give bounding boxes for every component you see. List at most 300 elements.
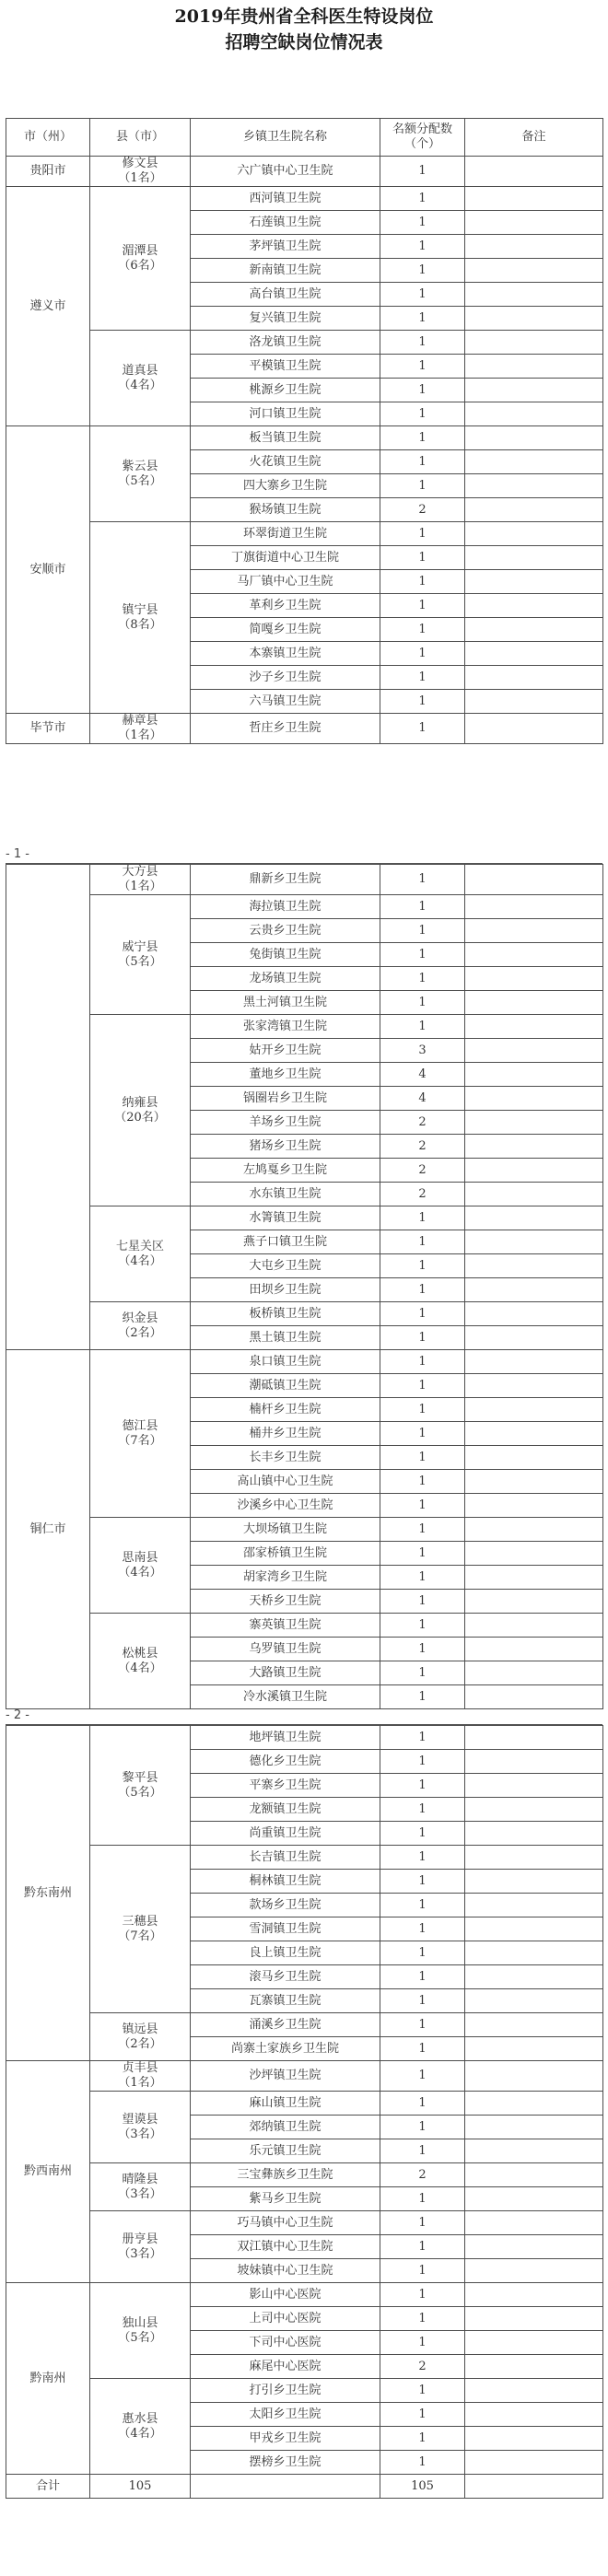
quota-value: 1 <box>380 307 465 331</box>
hospital-name: 平模镇卫生院 <box>191 355 380 379</box>
hospital-name: 郊纳镇卫生院 <box>191 2116 380 2139</box>
quota-value: 1 <box>380 642 465 666</box>
note-cell <box>465 1894 603 1917</box>
note-cell <box>465 2061 603 2092</box>
hospital-name: 黑土河镇卫生院 <box>191 991 380 1015</box>
note-cell <box>465 714 603 744</box>
quota-value: 1 <box>380 2403 465 2427</box>
hospital-name: 地坪镇卫生院 <box>191 1726 380 1750</box>
total-county: 105 <box>90 2475 191 2499</box>
quota-value: 1 <box>380 1566 465 1590</box>
note-cell <box>465 1111 603 1135</box>
note-cell <box>465 283 603 307</box>
hospital-name: 左鸠戛乡卫生院 <box>191 1159 380 1183</box>
county-name: 威宁县 <box>122 939 158 954</box>
quota-value: 3 <box>380 1039 465 1063</box>
quota-value: 1 <box>380 1206 465 1230</box>
table-row <box>6 2379 603 2403</box>
county-name: 七星关区 <box>115 1239 164 1253</box>
table-row <box>6 714 603 744</box>
hospital-name: 丁旗街道中心卫生院 <box>191 546 380 570</box>
note-cell <box>465 187 603 211</box>
quota-value: 1 <box>380 1750 465 1774</box>
county-cell <box>90 331 191 426</box>
quota-value: 1 <box>380 1941 465 1965</box>
header-city: 市（州） <box>6 119 90 157</box>
quota-value: 1 <box>380 1661 465 1685</box>
county-name: 三穗县 <box>122 1914 158 1929</box>
vacancy-table-page-1 <box>6 118 603 744</box>
county-name: 紫云县 <box>122 459 158 473</box>
note-cell <box>465 1206 603 1230</box>
county-cell <box>90 2163 191 2211</box>
county-cell <box>90 2092 191 2163</box>
hospital-name: 董地乡卫生院 <box>191 1063 380 1087</box>
quota-value: 1 <box>380 594 465 618</box>
note-cell <box>465 1470 603 1494</box>
hospital-name: 涌溪乡卫生院 <box>191 2013 380 2037</box>
hospital-name: 乌罗镇卫生院 <box>191 1638 380 1661</box>
hospital-name: 鼎新乡卫生院 <box>191 865 380 895</box>
hospital-name: 西河镇卫生院 <box>191 187 380 211</box>
hospital-name: 天桥乡卫生院 <box>191 1590 380 1614</box>
note-cell <box>465 967 603 991</box>
document-title-line-2: 招聘空缺岗位情况表 <box>225 32 383 52</box>
note-cell <box>465 594 603 618</box>
table-row <box>6 1614 603 1638</box>
hospital-name: 沙溪乡中心卫生院 <box>191 1494 380 1518</box>
note-cell <box>465 426 603 450</box>
county-name: 惠水县 <box>122 2411 158 2426</box>
county-cell <box>90 895 191 1015</box>
hospital-name: 复兴镇卫生院 <box>191 307 380 331</box>
hospital-name: 洛龙镇卫生院 <box>191 331 380 355</box>
note-cell <box>465 1254 603 1278</box>
table-row <box>6 1015 603 1039</box>
note-cell <box>465 690 603 714</box>
hospital-name: 胡家湾乡卫生院 <box>191 1566 380 1590</box>
quota-value: 1 <box>380 690 465 714</box>
hospital-name: 楠杆乡卫生院 <box>191 1398 380 1422</box>
quota-value: 1 <box>380 1894 465 1917</box>
header-county: 县（市） <box>90 119 191 157</box>
county-name: 册亨县 <box>122 2232 158 2246</box>
hospital-name: 桃源乡卫生院 <box>191 379 380 402</box>
hospital-name: 茅坪镇卫生院 <box>191 235 380 259</box>
quota-value: 1 <box>380 1350 465 1374</box>
hospital-name: 长丰乡卫生院 <box>191 1446 380 1470</box>
note-cell <box>465 2037 603 2061</box>
note-cell <box>465 1063 603 1087</box>
quota-value: 1 <box>380 1542 465 1566</box>
hospital-name: 长吉镇卫生院 <box>191 1846 380 1870</box>
hospital-name: 沙坪镇卫生院 <box>191 2061 380 2092</box>
note-cell <box>465 1374 603 1398</box>
note-cell <box>465 2307 603 2331</box>
note-cell <box>465 1326 603 1350</box>
note-cell <box>465 2427 603 2451</box>
hospital-name: 火花镇卫生院 <box>191 450 380 474</box>
hospital-name: 良上镇卫生院 <box>191 1941 380 1965</box>
note-cell <box>465 402 603 426</box>
quota-value: 2 <box>380 498 465 522</box>
hospital-name: 高台镇卫生院 <box>191 283 380 307</box>
county-name: 修文县 <box>122 157 158 170</box>
hospital-name: 巧马镇中心卫生院 <box>191 2211 380 2235</box>
quota-value: 1 <box>380 618 465 642</box>
county-count: （5名） <box>118 954 162 969</box>
county-name: 松桃县 <box>122 1646 158 1661</box>
quota-value: 1 <box>380 187 465 211</box>
note-cell <box>465 1159 603 1183</box>
quota-value: 1 <box>380 1470 465 1494</box>
quota-value: 1 <box>380 1989 465 2013</box>
vacancy-table-page-2 <box>6 864 603 1709</box>
hospital-name: 桐林镇卫生院 <box>191 1870 380 1894</box>
quota-value: 1 <box>380 1254 465 1278</box>
note-cell <box>465 2013 603 2037</box>
note-cell <box>465 1590 603 1614</box>
quota-value: 1 <box>380 666 465 690</box>
quota-value: 1 <box>380 546 465 570</box>
total-row <box>6 2475 603 2499</box>
hospital-name: 三宝彝族乡卫生院 <box>191 2163 380 2187</box>
hospital-name: 猴场镇卫生院 <box>191 498 380 522</box>
quota-value: 1 <box>380 1518 465 1542</box>
hospital-name: 简嘎乡卫生院 <box>191 618 380 642</box>
county-cell <box>90 1350 191 1518</box>
hospital-name: 款场乡卫生院 <box>191 1894 380 1917</box>
quota-value: 1 <box>380 2427 465 2451</box>
hospital-name: 六马镇卫生院 <box>191 690 380 714</box>
note-cell <box>465 2451 603 2475</box>
page-number: - 1 - <box>6 847 29 861</box>
quota-value: 1 <box>380 2037 465 2061</box>
county-count: （1名） <box>118 880 162 893</box>
county-count: （20名） <box>114 1110 166 1125</box>
note-cell <box>465 1542 603 1566</box>
quota-value: 1 <box>380 259 465 283</box>
county-name: 湄潭县 <box>122 243 158 258</box>
note-cell <box>465 1989 603 2013</box>
quota-value: 1 <box>380 943 465 967</box>
quota-value: 1 <box>380 1774 465 1798</box>
quota-value: 4 <box>380 1063 465 1087</box>
note-cell <box>465 546 603 570</box>
note-cell <box>465 474 603 498</box>
county-cell <box>90 1614 191 1709</box>
county-count: （4名） <box>118 1661 162 1675</box>
table-row <box>6 2092 603 2116</box>
hospital-name: 大路镇卫生院 <box>191 1661 380 1685</box>
county-count: （4名） <box>118 378 162 392</box>
quota-value: 1 <box>380 379 465 402</box>
hospital-name: 桶井乡卫生院 <box>191 1422 380 1446</box>
quota-value: 1 <box>380 2139 465 2163</box>
note-cell <box>465 1941 603 1965</box>
hospital-name: 石莲镇卫生院 <box>191 211 380 235</box>
city-cell: 铜仁市 <box>6 1350 90 1709</box>
quota-value: 1 <box>380 1965 465 1989</box>
hospital-name: 张家湾镇卫生院 <box>191 1015 380 1039</box>
county-count: （5名） <box>118 2330 162 2345</box>
county-cell <box>90 187 191 331</box>
note-cell <box>465 1135 603 1159</box>
hospital-name: 新南镇卫生院 <box>191 259 380 283</box>
note-cell <box>465 2331 603 2355</box>
quota-value: 2 <box>380 1183 465 1206</box>
hospital-name: 革利乡卫生院 <box>191 594 380 618</box>
quota-value: 1 <box>380 283 465 307</box>
hospital-name: 雪洞镇卫生院 <box>191 1917 380 1941</box>
hospital-name: 尚重镇卫生院 <box>191 1822 380 1846</box>
quota-value: 1 <box>380 1798 465 1822</box>
note-cell <box>465 1750 603 1774</box>
quota-value: 1 <box>380 1590 465 1614</box>
note-cell <box>465 1087 603 1111</box>
table-row <box>6 1206 603 1230</box>
note-cell <box>465 2379 603 2403</box>
county-count: （8名） <box>118 617 162 632</box>
county-name: 德江县 <box>122 1418 158 1433</box>
quota-value: 1 <box>380 2331 465 2355</box>
city-cell: 安顺市 <box>6 426 90 714</box>
county-count: （1名） <box>118 171 162 185</box>
city-cell <box>6 865 90 1350</box>
note-cell <box>465 865 603 895</box>
note-cell <box>465 1398 603 1422</box>
hospital-name: 滚马乡卫生院 <box>191 1965 380 1989</box>
hospital-name: 邵家桥镇卫生院 <box>191 1542 380 1566</box>
hospital-name: 兔街镇卫生院 <box>191 943 380 967</box>
table-row <box>6 426 603 450</box>
table-row <box>6 522 603 546</box>
note-cell <box>465 450 603 474</box>
quota-value: 2 <box>380 1135 465 1159</box>
hospital-name: 本寨镇卫生院 <box>191 642 380 666</box>
county-count: （1名） <box>118 2076 162 2090</box>
quota-value: 1 <box>380 1638 465 1661</box>
county-name: 镇宁县 <box>122 602 158 617</box>
table-row <box>6 1726 603 1750</box>
note-cell <box>465 1870 603 1894</box>
quota-value: 1 <box>380 2451 465 2475</box>
quota-value: 1 <box>380 2283 465 2307</box>
county-count: （4名） <box>118 1565 162 1579</box>
note-cell <box>465 2259 603 2283</box>
quota-value: 1 <box>380 895 465 919</box>
county-count: （3名） <box>118 2246 162 2261</box>
quota-value: 1 <box>380 1917 465 1941</box>
city-cell: 黔西南州 <box>6 2061 90 2283</box>
note-cell <box>465 1302 603 1326</box>
hospital-name: 哲庄乡卫生院 <box>191 714 380 744</box>
county-count: （4名） <box>118 2426 162 2441</box>
hospital-name: 沙子乡卫生院 <box>191 666 380 690</box>
hospital-name: 板当镇卫生院 <box>191 426 380 450</box>
note-cell <box>465 2355 603 2379</box>
city-cell: 毕节市 <box>6 714 90 744</box>
total-note <box>465 2475 603 2499</box>
hospital-name: 田坝乡卫生院 <box>191 1278 380 1302</box>
page-number: - 2 - <box>6 1708 29 1722</box>
county-name: 独山县 <box>122 2315 158 2330</box>
note-cell <box>465 498 603 522</box>
note-cell <box>465 2116 603 2139</box>
county-cell <box>90 1726 191 1846</box>
note-cell <box>465 1350 603 1374</box>
county-name: 望谟县 <box>122 2112 158 2127</box>
county-cell <box>90 1302 191 1350</box>
hospital-name: 河口镇卫生院 <box>191 402 380 426</box>
note-cell <box>465 259 603 283</box>
note-cell <box>465 1726 603 1750</box>
hospital-name: 姑开乡卫生院 <box>191 1039 380 1063</box>
quota-value: 1 <box>380 2013 465 2037</box>
county-count: （2名） <box>118 2036 162 2051</box>
note-cell <box>465 522 603 546</box>
quota-value: 1 <box>380 1398 465 1422</box>
hospital-name: 燕子口镇卫生院 <box>191 1230 380 1254</box>
county-count: （7名） <box>118 1433 162 1448</box>
quota-value: 1 <box>380 474 465 498</box>
hospital-name: 麻山镇卫生院 <box>191 2092 380 2116</box>
hospital-name: 打引乡卫生院 <box>191 2379 380 2403</box>
quota-value: 1 <box>380 919 465 943</box>
note-cell <box>465 919 603 943</box>
note-cell <box>465 1661 603 1685</box>
quota-value: 1 <box>380 2116 465 2139</box>
total-hospital <box>191 2475 380 2499</box>
county-count: （3名） <box>118 2186 162 2201</box>
county-cell <box>90 1846 191 2013</box>
quota-value: 1 <box>380 991 465 1015</box>
table-row <box>6 1518 603 1542</box>
quota-value: 2 <box>380 1159 465 1183</box>
note-cell <box>465 331 603 355</box>
hospital-name: 坡妹镇中心卫生院 <box>191 2259 380 2283</box>
table-row <box>6 2211 603 2235</box>
county-count: （1名） <box>118 729 162 742</box>
hospital-name: 冷水溪镇卫生院 <box>191 1685 380 1709</box>
quota-value: 1 <box>380 426 465 450</box>
note-cell <box>465 1278 603 1302</box>
county-count: （7名） <box>118 1929 162 1943</box>
note-cell <box>465 355 603 379</box>
hospital-name: 乐元镇卫生院 <box>191 2139 380 2163</box>
note-cell <box>465 2235 603 2259</box>
header-quota: 名额分配数（个） <box>380 119 465 157</box>
hospital-name: 泉口镇卫生院 <box>191 1350 380 1374</box>
county-cell <box>90 2013 191 2061</box>
quota-value: 1 <box>380 1374 465 1398</box>
quota-value: 2 <box>380 1111 465 1135</box>
hospital-name: 双江镇中心卫生院 <box>191 2235 380 2259</box>
note-cell <box>465 307 603 331</box>
hospital-name: 高山镇中心卫生院 <box>191 1470 380 1494</box>
table-row <box>6 895 603 919</box>
note-cell <box>465 1798 603 1822</box>
note-cell <box>465 211 603 235</box>
county-name: 思南县 <box>122 1550 158 1565</box>
quota-value: 1 <box>380 570 465 594</box>
city-cell: 黔东南州 <box>6 1726 90 2061</box>
note-cell <box>465 618 603 642</box>
header-note: 备注 <box>465 119 603 157</box>
hospital-name: 海拉镇卫生院 <box>191 895 380 919</box>
hospital-name: 大坝场镇卫生院 <box>191 1518 380 1542</box>
quota-value: 1 <box>380 1846 465 1870</box>
hospital-name: 瓦寨镇卫生院 <box>191 1989 380 2013</box>
hospital-name: 大屯乡卫生院 <box>191 1254 380 1278</box>
quota-value: 1 <box>380 2379 465 2403</box>
hospital-name: 黑土镇卫生院 <box>191 1326 380 1350</box>
quota-value: 1 <box>380 211 465 235</box>
county-name: 镇远县 <box>122 2022 158 2036</box>
county-cell <box>90 1518 191 1614</box>
county-count: （5名） <box>118 473 162 488</box>
quota-value: 1 <box>380 331 465 355</box>
quota-value: 1 <box>380 1870 465 1894</box>
table-row <box>6 2013 603 2037</box>
hospital-name: 影山中心医院 <box>191 2283 380 2307</box>
note-cell <box>465 1965 603 1989</box>
quota-value: 1 <box>380 1494 465 1518</box>
note-cell <box>465 1917 603 1941</box>
note-cell <box>465 1446 603 1470</box>
note-cell <box>465 1015 603 1039</box>
hospital-name: 水箐镇卫生院 <box>191 1206 380 1230</box>
note-cell <box>465 2163 603 2187</box>
hospital-name: 板桥镇卫生院 <box>191 1302 380 1326</box>
hospital-name: 寨英镇卫生院 <box>191 1614 380 1638</box>
quota-value: 1 <box>380 1822 465 1846</box>
county-count: （2名） <box>118 1325 162 1340</box>
hospital-name: 云贵乡卫生院 <box>191 919 380 943</box>
table-row <box>6 1302 603 1326</box>
city-cell: 黔南州 <box>6 2283 90 2475</box>
quota-value: 1 <box>380 1015 465 1039</box>
quota-value: 1 <box>380 2307 465 2331</box>
city-cell: 遵义市 <box>6 187 90 426</box>
hospital-name: 摆榜乡卫生院 <box>191 2451 380 2475</box>
county-name: 大方县 <box>122 865 158 879</box>
document-title-line-1: 2019年贵州省全科医生特设岗位 <box>174 6 434 27</box>
quota-value: 1 <box>380 967 465 991</box>
note-cell <box>465 895 603 919</box>
quota-value: 1 <box>380 355 465 379</box>
note-cell <box>465 1039 603 1063</box>
note-cell <box>465 157 603 187</box>
vacancy-table-page-3 <box>6 1725 603 2499</box>
note-cell <box>465 2403 603 2427</box>
hospital-name: 水东镇卫生院 <box>191 1183 380 1206</box>
hospital-name: 猪场乡卫生院 <box>191 1135 380 1159</box>
quota-value: 1 <box>380 1685 465 1709</box>
county-cell <box>90 522 191 714</box>
quota-value: 2 <box>380 2355 465 2379</box>
quota-value: 1 <box>380 2235 465 2259</box>
county-cell <box>90 426 191 522</box>
county-name: 黎平县 <box>122 1770 158 1785</box>
county-name: 纳雍县 <box>122 1095 158 1110</box>
hospital-name: 尚寨土家族乡卫生院 <box>191 2037 380 2061</box>
county-name: 道真县 <box>122 363 158 378</box>
note-cell <box>465 1518 603 1542</box>
quota-value: 1 <box>380 2259 465 2283</box>
table-row <box>6 331 603 355</box>
quota-value: 1 <box>380 157 465 187</box>
